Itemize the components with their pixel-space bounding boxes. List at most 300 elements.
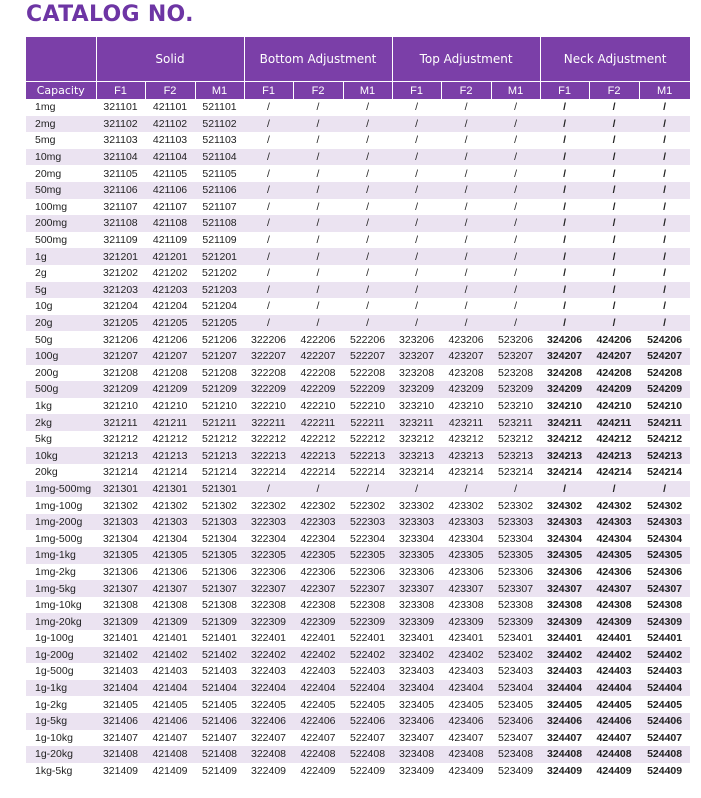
- catalog-number-cell: 322207: [244, 348, 293, 365]
- catalog-number-cell: 322212: [244, 431, 293, 448]
- catalog-number-cell: /: [589, 232, 639, 249]
- catalog-number-cell: 322209: [244, 381, 293, 398]
- catalog-number-cell: 424409: [589, 763, 639, 780]
- catalog-number-cell: /: [589, 199, 639, 216]
- catalog-number-cell: 324308: [540, 597, 589, 614]
- catalog-number-cell: 321307: [96, 580, 145, 597]
- catalog-number-cell: /: [343, 298, 392, 315]
- catalog-number-cell: 424402: [589, 647, 639, 664]
- catalog-number-cell: 321404: [96, 680, 145, 697]
- capacity-cell: 1g-2kg: [26, 696, 96, 713]
- catalog-number-cell: /: [343, 165, 392, 182]
- catalog-number-cell: 324212: [540, 431, 589, 448]
- catalog-number-cell: /: [244, 282, 293, 299]
- capacity-cell: 1mg-1kg: [26, 547, 96, 564]
- catalog-number-cell: 524208: [639, 365, 690, 382]
- catalog-number-cell: /: [343, 282, 392, 299]
- catalog-number-cell: /: [392, 116, 441, 133]
- capacity-cell: 1g-10kg: [26, 730, 96, 747]
- catalog-number-cell: 321210: [96, 398, 145, 415]
- catalog-number-cell: 421107: [145, 199, 195, 216]
- capacity-cell: 500mg: [26, 232, 96, 249]
- catalog-number-cell: 421307: [145, 580, 195, 597]
- catalog-number-cell: 321407: [96, 730, 145, 747]
- catalog-number-cell: /: [540, 99, 589, 116]
- catalog-number-cell: 321104: [96, 149, 145, 166]
- catalog-number-cell: 521301: [195, 481, 244, 498]
- catalog-number-cell: 422305: [293, 547, 343, 564]
- catalog-number-cell: 521303: [195, 514, 244, 531]
- catalog-number-cell: /: [589, 165, 639, 182]
- capacity-cell: 10kg: [26, 447, 96, 464]
- catalog-number-cell: /: [293, 265, 343, 282]
- catalog-number-cell: 524213: [639, 447, 690, 464]
- catalog-number-cell: 423307: [441, 580, 491, 597]
- capacity-cell: 5kg: [26, 431, 96, 448]
- catalog-number-cell: /: [244, 116, 293, 133]
- column-header: M1: [639, 82, 690, 100]
- catalog-number-cell: /: [491, 149, 540, 166]
- catalog-number-cell: /: [343, 215, 392, 232]
- catalog-number-cell: 323302: [392, 497, 441, 514]
- catalog-number-cell: 423403: [441, 663, 491, 680]
- catalog-number-cell: 521207: [195, 348, 244, 365]
- catalog-number-cell: 424211: [589, 414, 639, 431]
- catalog-number-cell: 321105: [96, 165, 145, 182]
- catalog-number-cell: 324404: [540, 680, 589, 697]
- catalog-number-cell: 524206: [639, 331, 690, 348]
- catalog-number-cell: 521103: [195, 132, 244, 149]
- table-row: [26, 132, 690, 149]
- catalog-number-cell: /: [392, 232, 441, 249]
- column-header: F1: [392, 82, 441, 100]
- catalog-number-cell: /: [392, 298, 441, 315]
- catalog-number-cell: 523305: [491, 547, 540, 564]
- capacity-cell: 1g-20kg: [26, 746, 96, 763]
- catalog-number-cell: 421304: [145, 530, 195, 547]
- catalog-number-cell: 524207: [639, 348, 690, 365]
- table-row: [26, 315, 690, 332]
- catalog-number-cell: 523309: [491, 613, 540, 630]
- catalog-number-cell: 322305: [244, 547, 293, 564]
- table-row: [26, 149, 690, 166]
- catalog-number-cell: 321205: [96, 315, 145, 332]
- column-header: M1: [343, 82, 392, 100]
- capacity-cell: 1g-200g: [26, 647, 96, 664]
- catalog-number-cell: 324409: [540, 763, 589, 780]
- catalog-number-cell: 421209: [145, 381, 195, 398]
- catalog-number-cell: /: [441, 315, 491, 332]
- catalog-number-cell: 521206: [195, 331, 244, 348]
- catalog-number-cell: 423308: [441, 597, 491, 614]
- capacity-cell: 1kg: [26, 398, 96, 415]
- table-row: [26, 746, 690, 763]
- group-header-solid: Solid: [96, 37, 244, 82]
- table-row: [26, 713, 690, 730]
- catalog-number-cell: 521304: [195, 530, 244, 547]
- catalog-number-cell: 424210: [589, 398, 639, 415]
- catalog-number-cell: /: [244, 182, 293, 199]
- catalog-number-cell: 522306: [343, 564, 392, 581]
- catalog-number-cell: 422211: [293, 414, 343, 431]
- catalog-number-cell: 521405: [195, 696, 244, 713]
- catalog-number-cell: 421306: [145, 564, 195, 581]
- catalog-number-cell: 324207: [540, 348, 589, 365]
- catalog-number-cell: 523213: [491, 447, 540, 464]
- catalog-number-cell: 523403: [491, 663, 540, 680]
- catalog-number-cell: 321401: [96, 630, 145, 647]
- catalog-number-cell: 524404: [639, 680, 690, 697]
- catalog-number-cell: 321207: [96, 348, 145, 365]
- column-header-capacity: Capacity: [26, 82, 96, 100]
- catalog-number-cell: 321302: [96, 497, 145, 514]
- table-row: [26, 282, 690, 299]
- catalog-number-cell: 321213: [96, 447, 145, 464]
- catalog-number-cell: 521306: [195, 564, 244, 581]
- catalog-number-cell: 321109: [96, 232, 145, 249]
- catalog-number-cell: 321214: [96, 464, 145, 481]
- catalog-number-cell: 523304: [491, 530, 540, 547]
- catalog-number-cell: /: [244, 298, 293, 315]
- catalog-number-cell: 321203: [96, 282, 145, 299]
- catalog-number-cell: 421406: [145, 713, 195, 730]
- catalog-number-cell: 423214: [441, 464, 491, 481]
- catalog-number-cell: 422408: [293, 746, 343, 763]
- catalog-number-cell: /: [293, 315, 343, 332]
- catalog-number-cell: 524211: [639, 414, 690, 431]
- table-row: [26, 564, 690, 581]
- catalog-number-cell: 523207: [491, 348, 540, 365]
- catalog-number-cell: 523407: [491, 730, 540, 747]
- catalog-number-cell: /: [639, 298, 690, 315]
- catalog-number-cell: 322206: [244, 331, 293, 348]
- catalog-number-cell: /: [540, 248, 589, 265]
- catalog-number-cell: 321103: [96, 132, 145, 149]
- column-header: M1: [195, 82, 244, 100]
- catalog-number-cell: /: [540, 215, 589, 232]
- catalog-number-cell: /: [441, 182, 491, 199]
- catalog-number-cell: /: [441, 215, 491, 232]
- catalog-number-cell: 421105: [145, 165, 195, 182]
- catalog-number-cell: 324206: [540, 331, 589, 348]
- catalog-number-cell: 321208: [96, 365, 145, 382]
- catalog-number-cell: /: [244, 199, 293, 216]
- catalog-number-cell: 323308: [392, 597, 441, 614]
- catalog-number-cell: 322406: [244, 713, 293, 730]
- catalog-number-cell: 522402: [343, 647, 392, 664]
- catalog-number-cell: 321305: [96, 547, 145, 564]
- catalog-number-cell: 524403: [639, 663, 690, 680]
- catalog-number-cell: 422209: [293, 381, 343, 398]
- catalog-number-cell: 422405: [293, 696, 343, 713]
- catalog-number-cell: 524214: [639, 464, 690, 481]
- catalog-number-cell: 523303: [491, 514, 540, 531]
- catalog-number-cell: 523212: [491, 431, 540, 448]
- table-row: [26, 730, 690, 747]
- catalog-number-cell: /: [244, 149, 293, 166]
- catalog-number-cell: 422213: [293, 447, 343, 464]
- catalog-number-cell: 523405: [491, 696, 540, 713]
- catalog-number-cell: 522213: [343, 447, 392, 464]
- catalog-number-cell: /: [540, 199, 589, 216]
- catalog-number-cell: 424307: [589, 580, 639, 597]
- catalog-number-cell: 521309: [195, 613, 244, 630]
- catalog-number-cell: 421403: [145, 663, 195, 680]
- catalog-number-cell: 421211: [145, 414, 195, 431]
- catalog-number-cell: 321201: [96, 248, 145, 265]
- catalog-number-cell: 521210: [195, 398, 244, 415]
- catalog-number-cell: 523214: [491, 464, 540, 481]
- catalog-number-cell: /: [293, 182, 343, 199]
- catalog-number-cell: 421205: [145, 315, 195, 332]
- catalog-number-cell: 321209: [96, 381, 145, 398]
- capacity-cell: 5g: [26, 282, 96, 299]
- catalog-number-cell: 322210: [244, 398, 293, 415]
- capacity-cell: 100g: [26, 348, 96, 365]
- catalog-number-cell: /: [491, 132, 540, 149]
- catalog-number-cell: 424213: [589, 447, 639, 464]
- catalog-number-cell: 421208: [145, 365, 195, 382]
- capacity-cell: 2mg: [26, 116, 96, 133]
- catalog-number-cell: 522409: [343, 763, 392, 780]
- capacity-cell: 1mg-500g: [26, 530, 96, 547]
- catalog-number-cell: 422306: [293, 564, 343, 581]
- catalog-number-cell: 421309: [145, 613, 195, 630]
- catalog-number-cell: 424208: [589, 365, 639, 382]
- catalog-number-cell: 521101: [195, 99, 244, 116]
- catalog-number-cell: 322401: [244, 630, 293, 647]
- catalog-number-cell: 324406: [540, 713, 589, 730]
- catalog-number-cell: /: [639, 265, 690, 282]
- catalog-number-cell: 421405: [145, 696, 195, 713]
- catalog-number-cell: 322404: [244, 680, 293, 697]
- catalog-number-cell: 322409: [244, 763, 293, 780]
- catalog-number-cell: 424209: [589, 381, 639, 398]
- catalog-number-cell: 323208: [392, 365, 441, 382]
- catalog-number-cell: 523308: [491, 597, 540, 614]
- catalog-number-cell: /: [392, 99, 441, 116]
- catalog-number-cell: 522303: [343, 514, 392, 531]
- catalog-number-cell: 422406: [293, 713, 343, 730]
- table-row: [26, 514, 690, 531]
- capacity-cell: 1mg-10kg: [26, 597, 96, 614]
- catalog-number-cell: /: [392, 215, 441, 232]
- catalog-number-cell: 522307: [343, 580, 392, 597]
- catalog-number-cell: /: [293, 215, 343, 232]
- table-row: [26, 182, 690, 199]
- catalog-number-cell: 424305: [589, 547, 639, 564]
- catalog-number-cell: 423406: [441, 713, 491, 730]
- catalog-number-cell: 521404: [195, 680, 244, 697]
- catalog-number-cell: /: [343, 116, 392, 133]
- catalog-number-cell: 422403: [293, 663, 343, 680]
- catalog-number-cell: /: [293, 282, 343, 299]
- catalog-number-cell: 521208: [195, 365, 244, 382]
- catalog-number-cell: 423213: [441, 447, 491, 464]
- catalog-number-cell: /: [343, 132, 392, 149]
- catalog-number-cell: 322403: [244, 663, 293, 680]
- catalog-number-cell: /: [589, 182, 639, 199]
- table-row: [26, 298, 690, 315]
- catalog-number-cell: 421401: [145, 630, 195, 647]
- catalog-number-cell: /: [540, 315, 589, 332]
- catalog-number-cell: 324305: [540, 547, 589, 564]
- catalog-number-cell: /: [639, 315, 690, 332]
- catalog-number-cell: 424207: [589, 348, 639, 365]
- catalog-number-cell: 323408: [392, 746, 441, 763]
- catalog-number-cell: 424302: [589, 497, 639, 514]
- catalog-number-cell: 523306: [491, 564, 540, 581]
- catalog-number-cell: 423211: [441, 414, 491, 431]
- catalog-number-cell: /: [639, 132, 690, 149]
- catalog-number-cell: 521211: [195, 414, 244, 431]
- column-header: F2: [589, 82, 639, 100]
- catalog-number-cell: /: [639, 99, 690, 116]
- catalog-number-cell: 324214: [540, 464, 589, 481]
- catalog-number-cell: 324209: [540, 381, 589, 398]
- catalog-number-cell: /: [491, 248, 540, 265]
- catalog-number-cell: /: [589, 215, 639, 232]
- catalog-number-cell: 422207: [293, 348, 343, 365]
- capacity-cell: 200g: [26, 365, 96, 382]
- catalog-number-cell: 321309: [96, 613, 145, 630]
- catalog-number-cell: 323401: [392, 630, 441, 647]
- catalog-number-cell: 523302: [491, 497, 540, 514]
- catalog-number-cell: /: [293, 298, 343, 315]
- capacity-cell: 20mg: [26, 165, 96, 182]
- catalog-number-cell: 521212: [195, 431, 244, 448]
- catalog-number-cell: 421212: [145, 431, 195, 448]
- catalog-number-cell: 521202: [195, 265, 244, 282]
- catalog-number-cell: 423209: [441, 381, 491, 398]
- catalog-number-cell: /: [343, 248, 392, 265]
- capacity-cell: 20kg: [26, 464, 96, 481]
- catalog-number-cell: 324309: [540, 613, 589, 630]
- catalog-number-cell: 522211: [343, 414, 392, 431]
- catalog-number-cell: 423409: [441, 763, 491, 780]
- catalog-number-cell: /: [589, 298, 639, 315]
- catalog-number-cell: /: [343, 182, 392, 199]
- capacity-cell: 10mg: [26, 149, 96, 166]
- catalog-number-cell: 324307: [540, 580, 589, 597]
- catalog-number-cell: /: [639, 215, 690, 232]
- catalog-number-cell: 523211: [491, 414, 540, 431]
- catalog-number-cell: 422404: [293, 680, 343, 697]
- catalog-number-cell: 322208: [244, 365, 293, 382]
- catalog-number-cell: 323409: [392, 763, 441, 780]
- catalog-number-cell: 421108: [145, 215, 195, 232]
- catalog-number-cell: /: [540, 265, 589, 282]
- table-row: [26, 447, 690, 464]
- column-header: M1: [491, 82, 540, 100]
- catalog-number-cell: 323309: [392, 613, 441, 630]
- catalog-number-cell: 321212: [96, 431, 145, 448]
- catalog-number-cell: /: [441, 248, 491, 265]
- catalog-number-cell: 424408: [589, 746, 639, 763]
- capacity-cell: 1mg-200g: [26, 514, 96, 531]
- catalog-number-cell: 321408: [96, 746, 145, 763]
- catalog-number-cell: 421201: [145, 248, 195, 265]
- catalog-number-cell: /: [441, 165, 491, 182]
- catalog-number-cell: 323303: [392, 514, 441, 531]
- catalog-number-cell: 523408: [491, 746, 540, 763]
- catalog-number-cell: /: [639, 199, 690, 216]
- catalog-number-cell: /: [244, 165, 293, 182]
- catalog-number-cell: 321306: [96, 564, 145, 581]
- catalog-number-cell: 522406: [343, 713, 392, 730]
- catalog-number-cell: 323306: [392, 564, 441, 581]
- catalog-number-cell: 523307: [491, 580, 540, 597]
- catalog-number-cell: /: [441, 282, 491, 299]
- catalog-number-cell: /: [441, 481, 491, 498]
- catalog-number-cell: 524302: [639, 497, 690, 514]
- catalog-number-cell: /: [491, 265, 540, 282]
- catalog-number-cell: 421408: [145, 746, 195, 763]
- catalog-number-cell: /: [293, 232, 343, 249]
- catalog-number-cell: /: [589, 149, 639, 166]
- catalog-number-cell: 422402: [293, 647, 343, 664]
- catalog-number-cell: 523409: [491, 763, 540, 780]
- catalog-number-cell: 324302: [540, 497, 589, 514]
- catalog-number-cell: /: [293, 99, 343, 116]
- table-row: [26, 763, 690, 780]
- catalog-number-cell: /: [293, 116, 343, 133]
- catalog-number-cell: /: [589, 99, 639, 116]
- catalog-number-cell: /: [244, 132, 293, 149]
- catalog-number-cell: /: [491, 99, 540, 116]
- catalog-number-cell: 522209: [343, 381, 392, 398]
- catalog-number-cell: 423302: [441, 497, 491, 514]
- catalog-number-cell: 322213: [244, 447, 293, 464]
- catalog-number-cell: 524408: [639, 746, 690, 763]
- catalog-number-cell: 521213: [195, 447, 244, 464]
- capacity-cell: 50g: [26, 331, 96, 348]
- catalog-number-cell: /: [491, 215, 540, 232]
- table-row: [26, 580, 690, 597]
- catalog-number-cell: 422304: [293, 530, 343, 547]
- catalog-number-cell: 321102: [96, 116, 145, 133]
- catalog-number-cell: /: [343, 265, 392, 282]
- catalog-number-cell: 321308: [96, 597, 145, 614]
- catalog-number-cell: /: [639, 232, 690, 249]
- group-header-blank: [26, 37, 96, 82]
- catalog-number-cell: /: [639, 248, 690, 265]
- catalog-number-cell: 322402: [244, 647, 293, 664]
- catalog-number-cell: 424206: [589, 331, 639, 348]
- catalog-number-cell: 421109: [145, 232, 195, 249]
- catalog-number-cell: 521308: [195, 597, 244, 614]
- catalog-number-cell: 521108: [195, 215, 244, 232]
- catalog-number-cell: 524409: [639, 763, 690, 780]
- catalog-number-cell: 522210: [343, 398, 392, 415]
- catalog-number-cell: /: [244, 232, 293, 249]
- column-header: F1: [244, 82, 293, 100]
- catalog-number-cell: /: [392, 315, 441, 332]
- catalog-number-cell: /: [540, 298, 589, 315]
- catalog-number-cell: /: [491, 481, 540, 498]
- catalog-number-cell: 422309: [293, 613, 343, 630]
- catalog-number-cell: 322211: [244, 414, 293, 431]
- catalog-number-cell: /: [589, 315, 639, 332]
- catalog-number-cell: 322306: [244, 564, 293, 581]
- catalog-number-cell: 322307: [244, 580, 293, 597]
- catalog-number-cell: 324401: [540, 630, 589, 647]
- column-header: F2: [441, 82, 491, 100]
- catalog-number-cell: /: [589, 116, 639, 133]
- catalog-number-cell: /: [441, 298, 491, 315]
- catalog-number-cell: 524209: [639, 381, 690, 398]
- catalog-number-cell: 323213: [392, 447, 441, 464]
